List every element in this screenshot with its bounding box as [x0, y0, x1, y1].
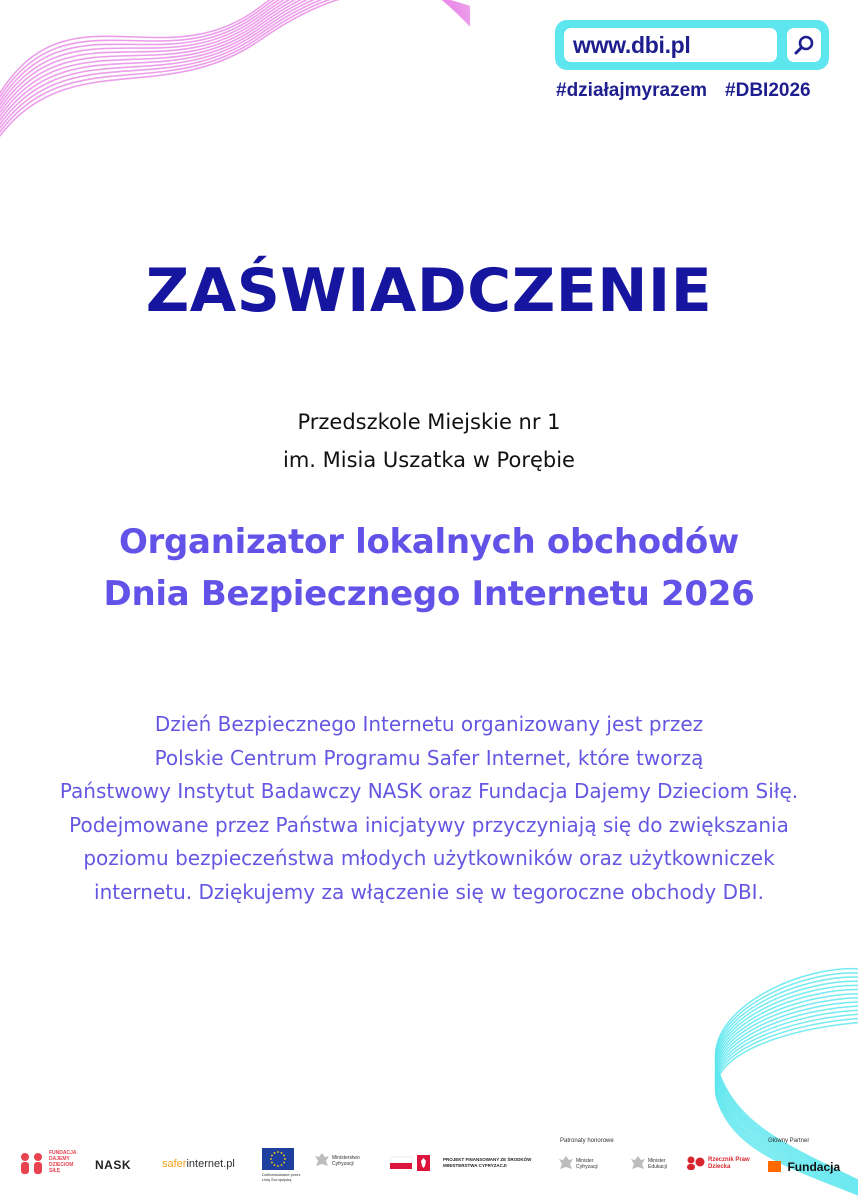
eagle-icon	[558, 1155, 574, 1173]
saferinternet-logo	[162, 1158, 235, 1170]
partner-label: Główny Partner	[768, 1138, 810, 1144]
footer-logos	[0, 1130, 858, 1200]
rpd-text: Rzecznik Praw Dziecka	[708, 1157, 750, 1170]
fdds-logo	[18, 1150, 77, 1181]
mc-text: Ministerstwo Cyfryzacji	[332, 1155, 360, 1167]
search-icon	[787, 28, 821, 62]
patronaty-label: Patronaty honorowe	[560, 1138, 614, 1144]
certificate-title: ZAŚWIADCZENIE	[145, 256, 713, 326]
organizer-role-line: Organizator lokalnych obchodów	[118, 522, 740, 562]
organizer-role-line: Dnia Bezpiecznego Internetu 2026	[103, 574, 755, 614]
body-paragraph	[0, 708, 858, 909]
body-line: internetu. Dziękujemy za włączenie się w tegoroczne obchody DBI.	[94, 879, 764, 904]
eu-logo	[262, 1148, 301, 1182]
school-name-line: im. Misia Uszatka w Porębie	[283, 448, 575, 472]
nask-logo: NASK	[95, 1158, 132, 1172]
minister-edukacji-text: Minister Edukacji	[648, 1158, 667, 1170]
eu-text: Dofinansowane przez Unię Europejską	[262, 1172, 301, 1182]
eagle-icon	[314, 1152, 330, 1170]
url-text: www.dbi.pl	[564, 28, 777, 62]
partner-text: Fundacja	[787, 1159, 841, 1174]
safer-text: safer	[162, 1158, 187, 1170]
rzecznik-praw-dziecka-logo	[686, 1155, 750, 1176]
project-text: PROJEKT FINANSOWANY ZE ŚRODKÓW MINISTERSTWA CYFRYZACJI	[443, 1157, 532, 1168]
body-line: poziomu bezpieczeństwa młodych użytkowników oraz użytkowniczek	[83, 846, 775, 870]
pink-wave-decoration	[0, 0, 470, 160]
body-line: Podejmowane przez Państwa inicjatywy przyczyniają się do zwiększania	[69, 812, 789, 837]
minister-cyfryzacji-text: Minister Cyfryzacji	[576, 1158, 598, 1170]
eagle-icon	[630, 1155, 646, 1173]
school-name-line: Przedszkole Miejskie nr 1	[297, 410, 561, 434]
partner-square-icon	[768, 1161, 781, 1172]
eu-flag-icon	[262, 1148, 294, 1170]
fdds-text: FUNDACJA DAJEMY DZIECIOM SIŁĘ	[49, 1150, 77, 1174]
internet-text: internet.pl	[186, 1158, 235, 1170]
children-icon	[18, 1152, 46, 1176]
hashtags	[556, 80, 836, 102]
partner-logo	[768, 1158, 840, 1176]
hashtag-dbi2026: #DBI2026	[725, 80, 811, 101]
poland-flag-icon	[390, 1155, 438, 1171]
body-line: Dzień Bezpiecznego Internetu organizowany jest przez	[154, 712, 704, 736]
url-search-box	[555, 20, 829, 70]
organizer-role	[0, 516, 858, 620]
minister-cyfryzacji-logo	[558, 1155, 598, 1178]
body-line: Państwowy Instytut Badawczy NASK oraz Fundacja Dajemy Dzieciom Siłę.	[59, 779, 799, 803]
ministerstwo-cyfryzacji-logo	[314, 1152, 360, 1175]
hashtag-dzialajmyrazem: #działajmyrazem	[556, 80, 708, 101]
project-funding-logo	[390, 1155, 532, 1176]
body-line: Polskie Centrum Programu Safer Internet, które tworzą	[154, 745, 704, 770]
minister-edukacji-logo	[630, 1155, 667, 1178]
child-rights-icon	[686, 1155, 706, 1171]
school-name	[0, 403, 858, 479]
